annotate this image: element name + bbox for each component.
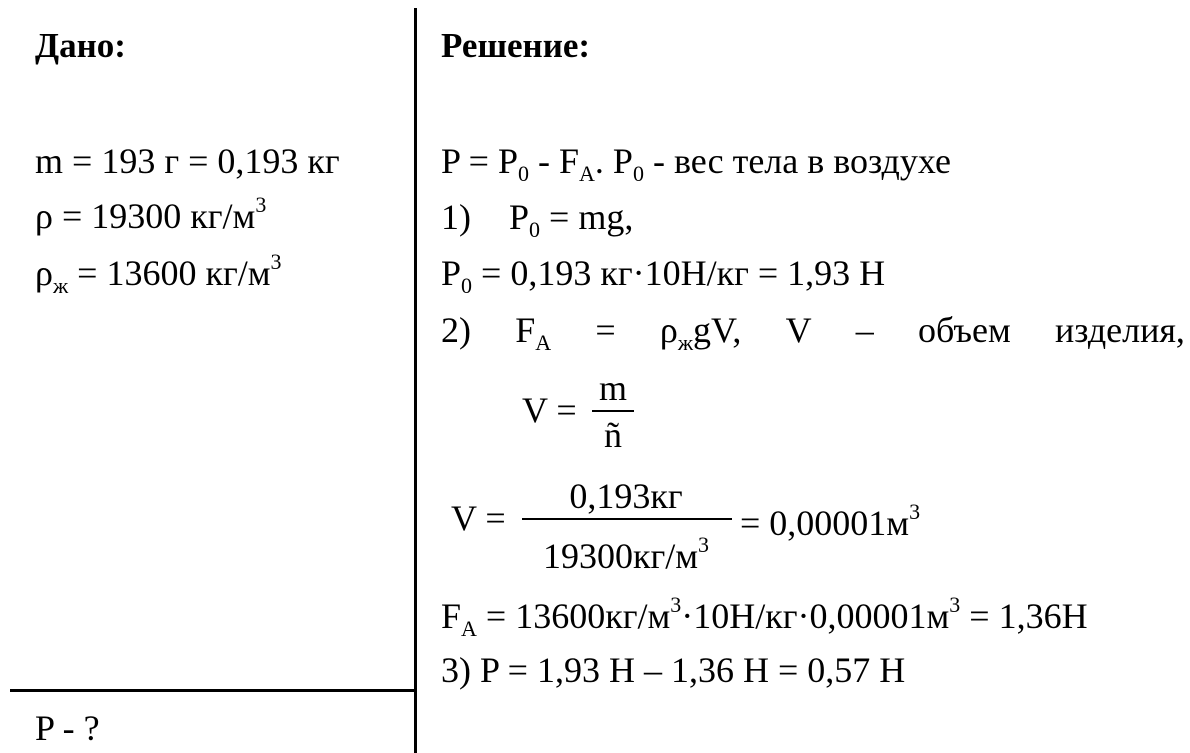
liquid-density-value: = 13600 кг/м: [68, 253, 271, 293]
volume-calc-result: [740, 499, 921, 543]
fa-subscript: A: [535, 330, 552, 355]
fa-calc-result: = 1,36Н: [960, 596, 1088, 636]
mass-value: = 193 г = 0,193 кг: [63, 141, 340, 181]
solution-step3: 3) P = 1,93 Н – 1,36 Н = 0,57 Н: [441, 650, 906, 690]
step-number: 2): [441, 310, 471, 350]
p0-calculation: = 0,193 кг·10Н/кг = 1,93 Н: [472, 253, 886, 293]
equals-sign: =: [595, 310, 616, 350]
fraction-bar: [592, 410, 634, 412]
weight-eq-part: P = P: [441, 141, 519, 181]
density-value: = 19300 кг/м: [52, 196, 256, 236]
liquid-density-exponent: 3: [270, 249, 282, 274]
rho-subscript: ж: [677, 330, 694, 355]
archimedes-formula: [659, 310, 742, 355]
fa-calc-part: = 13600кг/м: [476, 596, 671, 636]
fa-calc-part: ·10Н/кг·0,00001м: [681, 596, 950, 636]
density-exponent: 3: [255, 192, 267, 217]
dash: –: [855, 310, 874, 350]
solution-line-weight: [441, 141, 951, 186]
fa-symbol: F: [441, 596, 462, 636]
weight-eq-part: . P: [594, 141, 633, 181]
given-liquid-density: [35, 249, 282, 298]
weight-eq-part: - вес тела в воздухе: [643, 141, 951, 181]
find-divider: [10, 689, 416, 692]
solution-step2: [441, 310, 1185, 355]
volume-formula-lhs: V =: [522, 390, 577, 430]
volume-calc-fraction: [518, 470, 734, 580]
p0-symbol: P: [509, 197, 530, 237]
volume-result-value: = 0,00001м: [740, 503, 910, 543]
fraction-bar: [522, 518, 732, 520]
liquid-density-symbol: ρ: [35, 253, 53, 293]
rho-symbol: ρ: [659, 310, 678, 350]
solution-step1: [441, 197, 634, 242]
denominator-value: 19300кг/м: [542, 536, 699, 576]
volume-symbol: V: [785, 310, 812, 350]
volume-calc-lhs: V =: [451, 498, 506, 538]
given-density: [35, 192, 267, 236]
fraction-numerator: 0,193кг: [569, 476, 683, 516]
formula-rest: gV,: [693, 310, 742, 350]
find-quantity: P - ?: [35, 708, 100, 748]
fa-symbol: F: [515, 310, 536, 350]
p0-subscript: 0: [632, 161, 644, 186]
fa-subscript: A: [461, 616, 477, 641]
exponent: 3: [670, 592, 682, 617]
p0-symbol: P: [441, 253, 462, 293]
solution-header: Решение:: [441, 26, 591, 65]
fraction-denominator: [518, 532, 734, 576]
denominator-exponent: 3: [698, 532, 710, 557]
step-number: 1): [441, 197, 471, 237]
volume-word: изделия,: [1054, 310, 1185, 350]
solution-line-p0-calc: [441, 253, 886, 298]
archimedes-force: [515, 310, 552, 355]
weight-eq-part: - F: [529, 141, 580, 181]
p0-subscript: 0: [518, 161, 530, 186]
liquid-density-subscript: ж: [52, 273, 69, 298]
volume-result-exponent: 3: [909, 499, 921, 524]
density-symbol: ρ: [35, 196, 53, 236]
given-header: Дано:: [35, 26, 126, 65]
fraction-denominator: ñ: [604, 415, 622, 455]
solution-fa-calc: [441, 592, 1088, 641]
exponent: 3: [949, 592, 961, 617]
p0-subscript: 0: [461, 273, 473, 298]
volume-word: объем: [917, 310, 1011, 350]
fraction-numerator: m: [598, 368, 627, 408]
p0-subscript: 0: [529, 217, 541, 242]
column-divider: [414, 8, 417, 753]
mass-symbol: m: [35, 141, 64, 181]
p0-formula: = mg,: [540, 197, 634, 237]
given-mass: [35, 143, 340, 179]
volume-formula-fraction: [592, 366, 634, 456]
fa-subscript: A: [579, 161, 595, 186]
